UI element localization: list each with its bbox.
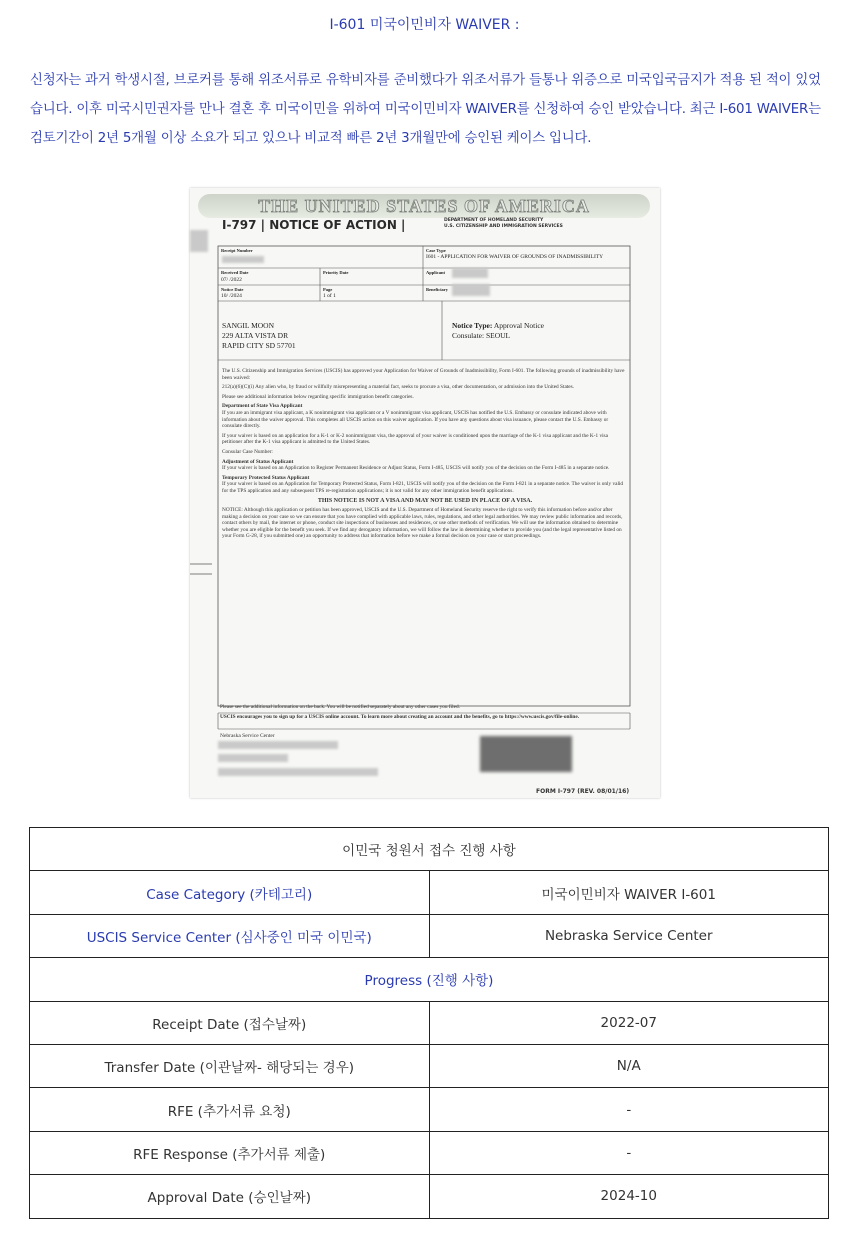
consular-case-number: Consular Case Number: [222, 448, 273, 455]
table-row [30, 1001, 829, 1044]
notice-date-value: 10/ /2024 [221, 293, 242, 299]
applicant-label: Applicant [426, 270, 446, 275]
notice-type-label: Notice Type: [452, 321, 493, 330]
notice-body [222, 368, 628, 543]
received-date-value: 07/ /2022 [221, 277, 242, 283]
notice-type-block [452, 321, 544, 341]
beneficiary-label: Beneficiary [426, 287, 448, 292]
aos-heading: Adjustment of Status Applicant [222, 458, 294, 465]
row-value-rfe-response: - [429, 1131, 829, 1174]
notice-para-3: Please see additional information below regarding specific immigration benefit categories. [222, 393, 414, 400]
progress-title: Progress (진행 사항) [30, 958, 829, 1001]
receipt-number-label: Receipt Number [221, 248, 253, 253]
notice-para-2: 212(a)(6)(C)(i) Any alien who, by fraud or willfully misrepresenting a material fact, seeks to procure a visa, other documentation, or admission into the United States. [222, 384, 574, 391]
address-city: RAPID CITY SD 57701 [222, 341, 296, 350]
case-progress-table [29, 827, 829, 1219]
row-label-receipt-date: Receipt Date (접수날짜) [30, 1001, 430, 1044]
notice-service-center: Nebraska Service Center [220, 733, 275, 739]
row-label-transfer-date: Transfer Date (이관날짜- 해당되는 경우) [30, 1044, 430, 1087]
aos-text: If your waiver is based on an Application to Register Permanent Residence or Adjust Status, Form I-485, USCIS will notify you of the decision on the Form I-485 in a separate notice. [222, 465, 610, 472]
notice-of-action-image [190, 188, 660, 798]
table-title: 이민국 청원서 접수 진행 사항 [30, 828, 829, 871]
address-street: 229 ALTA VISTA DR [222, 331, 289, 340]
table-row [30, 914, 829, 957]
progress-header-row [30, 958, 829, 1001]
priority-date-label: Priority Date [323, 270, 349, 275]
tps-text: If your waiver is based on an Application for Temporary Protected Status, Form I-821, USCIS will notify you of the decision on the Form I-821 in a separate notice. The waiver is only valid for the TPS application and any subsequent TPS re-registration applications; it is not valid for any other immigration benefit applications. [222, 481, 624, 494]
row-value-case-category: 미국이민비자 WAIVER I-601 [429, 871, 829, 914]
notice-form-number: FORM I-797 (REV. 08/01/16) [536, 788, 630, 795]
notice-type-value: Approval Notice [493, 321, 545, 330]
notice-legal-para: NOTICE: Although this application or petition has been approved, USCIS and the U.S. Department of Homeland Security reserve the right to verify this information before and/or after making a decision on your case so we can ensure that you have complied with applicable laws, rules, regulations, and other legal authorities. We may review public information and records, contact others by mail, the internet or phone, conduct site inspections of businesses and residences, or use other methods of verification. We will use the information obtained to determine whether you are eligible for the benefit you seek. If we find any derogatory information, we will follow the law in determining whether to provide you (and the legal representative listed on your Form G-28, if you submitted one) an opportunity to address that information before we make a formal decision on your case or start proceedings. [222, 507, 623, 540]
notice-department: DEPARTMENT OF HOMELAND SECURITY U.S. CITIZENSHIP AND IMMIGRATION SERVICES [444, 218, 563, 229]
notice-para-1: The U.S. Citizenship and Immigration Services (USCIS) has approved your Application for Waiver of Grounds of Inadmissibility, Form I-601. The following grounds of inadmissibility have been waived: [222, 368, 625, 381]
notice-masthead: THE UNITED STATES OF AMERICA [198, 194, 650, 218]
case-type-label: Case Type [426, 248, 446, 253]
row-label-service-center: USCIS Service Center (심사중인 미국 이민국) [30, 914, 430, 957]
table-row [30, 871, 829, 914]
row-value-approval-date: 2024-10 [429, 1175, 829, 1218]
intro-paragraph: 신청자는 과거 학생시절, 브로커를 통해 위조서류로 유학비자를 준비했다가 위조서류가 들통나 위증으로 미국입국금지가 적용 된 적이 있었습니다. 이후 미국시민권자를 만나 결혼 후 미국이민을 위하여 미국이민비자 WAIVER를 신청하여 승인 받았습니다. 최근 I-601 WAIVER는 검토기간이 2년 5개월 이상 소요가 되고 있으나 비교적 빠른 2년 3개월만에 승인된 케이스 입니다. [30, 73, 821, 146]
redaction [452, 268, 488, 278]
table-header-row [30, 828, 829, 871]
redaction [222, 256, 264, 263]
consulate-label: Consulate: [452, 331, 485, 340]
row-label-rfe-response: RFE Response (추가서류 제출) [30, 1131, 430, 1174]
tps-heading: Temporary Protected Status Applicant [222, 474, 310, 481]
row-label-rfe: RFE (추가서류 요청) [30, 1088, 430, 1131]
redaction [218, 741, 338, 749]
redaction [218, 768, 378, 776]
dos-text: If you are an immigrant visa applicant, a K nonimmigrant visa applicant or a V nonimmigrant visa applicant, USCIS has notified the U.S. Embassy or consulate indicated above with information about the waiver approval. This completes all USCIS action on this waiver application. If you have any questions about visa issuance, please contact the U.S. Embassy or consulate directly. [222, 409, 609, 430]
page-value: 1 of 1 [323, 293, 336, 299]
address-name: SANGIL MOON [222, 321, 275, 330]
table-row [30, 1175, 829, 1218]
page-label: Page [323, 287, 333, 292]
table-row [30, 1088, 829, 1131]
received-date-label: Received Date [221, 270, 249, 275]
table-row [30, 1044, 829, 1087]
not-a-visa-statement: THIS NOTICE IS NOT A VISA AND MAY NOT BE USED IN PLACE OF A VISA. [317, 497, 533, 504]
footer-line-1: Please see the additional information on the back. You will be notified separately about any other cases you filed. [220, 704, 460, 710]
row-value-service-center: Nebraska Service Center [429, 914, 829, 957]
case-type-value: I601 - APPLICATION FOR WAIVER OF GROUNDS OF INADMISSIBILITY [426, 254, 604, 260]
page-heading: I-601 미국이민비자 WAIVER : [329, 17, 520, 33]
footer-line-2: USCIS encourages you to sign up for a USCIS online account. To learn more about creating an account and the benefits, go to https://www.uscis.gov/file-online. [220, 713, 580, 720]
row-label-case-category: Case Category (카테고리) [30, 871, 430, 914]
row-label-approval-date: Approval Date (승인날짜) [30, 1175, 430, 1218]
table-row [30, 1131, 829, 1174]
redaction [190, 230, 208, 252]
row-value-transfer-date: N/A [429, 1044, 829, 1087]
consulate-value: SEOUL [485, 331, 511, 340]
mailing-address [222, 321, 296, 351]
redaction [480, 736, 572, 772]
k1-text: If your waiver is based on an application for a K-1 or K-2 nonimmigrant visa, the approval of your waiver is conditioned upon the marriage of the K-1 visa applicant and the K-1 visa petitioner after the K-1 visa applicant is admitted to the United States. [222, 432, 608, 446]
notice-footer [220, 704, 630, 720]
notice-form-title: I-797 | NOTICE OF ACTION | [222, 218, 406, 232]
redaction [218, 754, 288, 762]
notice-date-label: Notice Date [221, 287, 244, 292]
dos-heading: Department of State Visa Applicant [222, 403, 303, 410]
row-value-receipt-date: 2022-07 [429, 1001, 829, 1044]
redaction [452, 284, 490, 296]
row-value-rfe: - [429, 1088, 829, 1131]
